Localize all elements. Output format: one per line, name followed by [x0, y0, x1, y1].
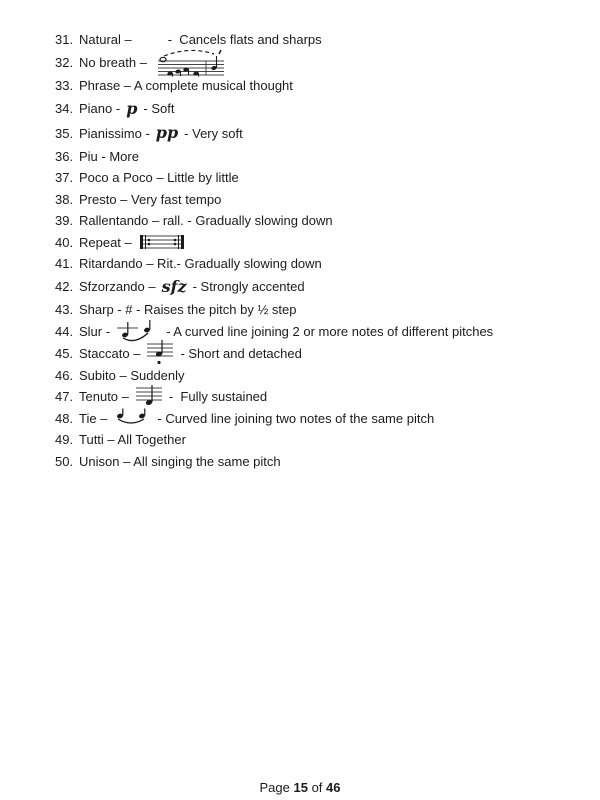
list-item-definition: - Curved line joining two notes of the same pitch [157, 410, 435, 426]
list-item [55, 55, 588, 71]
list-item-text: Unison – All singing the same pitch [79, 453, 281, 469]
list-item-number: 47. [55, 389, 74, 404]
footer-total-pages: 46 [326, 780, 341, 795]
list-item-text: Tutti – All Together [79, 432, 186, 447]
list-item-number: 35. [55, 125, 74, 141]
list-item-number: 44. [55, 323, 74, 339]
list-item-definition: - Strongly accented [192, 279, 305, 294]
list-item [55, 214, 588, 227]
list-item-text: Rallentando – rall. - Gradually slowing down [79, 213, 333, 228]
list-item-text: Pianissimo - [79, 125, 150, 141]
staccato-notation [145, 339, 175, 367]
list-item [55, 346, 588, 360]
list-item [55, 455, 588, 468]
list-item-text: Sfzorzando – [79, 279, 156, 294]
list-item-number: 40. [55, 234, 74, 250]
list-item-number: 31. [55, 32, 74, 47]
list-item-definition: - Cancels flats and sharps [167, 32, 322, 47]
list-item [55, 193, 588, 206]
list-item-definition: - Fully sustained [168, 389, 268, 404]
footer-page-number: 15 [293, 780, 308, 795]
list-item [55, 98, 588, 118]
page-footer [0, 780, 600, 795]
list-item [55, 433, 588, 446]
list-item [55, 236, 588, 249]
list-item-text: No breath – [79, 55, 147, 70]
repeat-sign-notation [137, 232, 187, 252]
tie-notation [112, 408, 152, 428]
list-item-number: 38. [55, 191, 74, 207]
list-item [55, 150, 588, 163]
list-item-text: Poco a Poco – Little by little [79, 170, 239, 185]
list-item-definition: - Soft [143, 101, 175, 116]
list-item-number: 32. [55, 55, 74, 70]
list-item-text: Presto – Very fast tempo [79, 191, 222, 207]
list-item [55, 257, 588, 270]
list-item-text: Staccato – [79, 345, 141, 361]
list-item-number: 36. [55, 148, 74, 164]
list-item [55, 125, 588, 141]
list-item-number: 39. [55, 213, 74, 228]
list-item-text: Subito – Suddenly [79, 367, 185, 383]
list-item-number: 48. [55, 410, 74, 426]
list-item-number: 46. [55, 367, 74, 383]
list-item [55, 33, 588, 46]
list-item-text: Ritardando – Rit.- Gradually slowing down [79, 256, 322, 271]
list-item [55, 303, 588, 316]
list-item-text: Sharp - # - Raises the pitch by ½ step [79, 302, 297, 317]
list-item-number: 50. [55, 453, 74, 469]
list-item-number: 33. [55, 78, 74, 93]
pianissimo-dynamic-symbol: pp [155, 123, 179, 142]
list-item-text: Piano - [79, 101, 121, 116]
glossary-list [55, 33, 588, 468]
list-item-text: Piu - More [79, 148, 139, 164]
list-item-number: 37. [55, 170, 74, 185]
piano-dynamic-symbol: p [126, 98, 138, 118]
list-item [55, 171, 588, 184]
list-item [55, 325, 588, 338]
footer-page-label: Page [259, 780, 290, 795]
list-item-definition: - Very soft [184, 125, 243, 141]
no-breath-notation [152, 48, 228, 78]
list-item-text: Natural – [79, 32, 132, 47]
natural-sign-placeholder [137, 39, 163, 40]
list-item-definition: - Short and detached [180, 345, 302, 361]
list-item [55, 369, 588, 382]
list-item-number: 45. [55, 345, 74, 361]
list-item-text: Tie – [79, 410, 108, 426]
footer-of-label: of [311, 780, 323, 795]
list-item-text: Slur - [79, 323, 111, 339]
list-item-text: Phrase – A complete musical thought [79, 78, 293, 93]
list-item-text: Repeat – [79, 234, 132, 250]
list-item-definition: - A curved line joining 2 or more notes of different pitches [166, 323, 494, 339]
list-item [55, 390, 588, 403]
list-item-number: 41. [55, 256, 74, 271]
list-item [55, 79, 588, 92]
list-item-text: Tenuto – [79, 389, 129, 404]
sforzando-dynamic-symbol: sfz [161, 276, 187, 296]
list-item-number: 42. [55, 279, 74, 294]
tenuto-notation [134, 384, 164, 410]
list-item [55, 412, 588, 425]
list-item-number: 49. [55, 432, 74, 447]
list-item-number: 34. [55, 101, 74, 116]
list-item-number: 43. [55, 302, 74, 317]
list-item [55, 276, 588, 296]
